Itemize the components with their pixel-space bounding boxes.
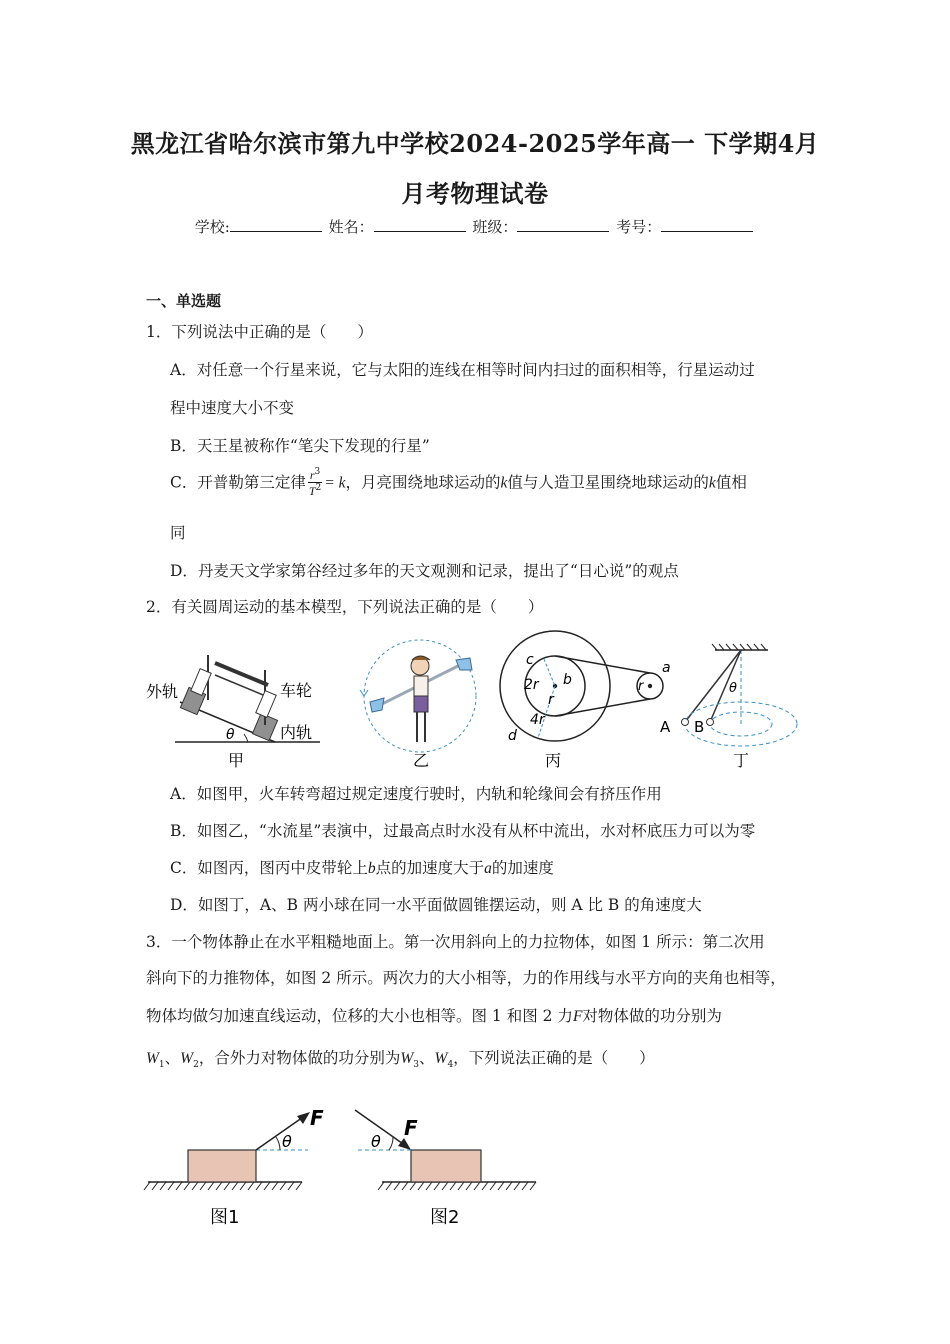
w3-sub: 3 — [413, 1060, 419, 1071]
fig2-theta: θ — [371, 1132, 381, 1151]
name-blank[interactable] — [374, 217, 466, 232]
jia-theta: θ — [226, 727, 235, 743]
q3-line3 — [146, 1007, 722, 1027]
figure-2 — [355, 1110, 536, 1228]
fig1-caption: 图1 — [210, 1207, 240, 1228]
wheel-label: 车轮 — [280, 681, 313, 700]
bing-c: c — [526, 652, 534, 668]
q2-c-a: a — [484, 860, 492, 877]
bing-4r: 4r — [530, 712, 545, 728]
school-label: 学校: — [194, 218, 230, 236]
figure-yi — [360, 640, 476, 770]
q1-c-prefix: C．开普勒第三定律 — [170, 473, 306, 492]
number-label: 考号： — [616, 218, 662, 236]
fig2-caption: 图2 — [430, 1207, 460, 1228]
outer-rail-label: 外轨 — [146, 682, 179, 701]
bing-2r: 2r — [524, 677, 539, 693]
ding-A: A — [660, 718, 671, 736]
bing-b: b — [563, 672, 572, 688]
q1-c-k1: k — [500, 474, 508, 492]
student-info-row — [0, 216, 950, 237]
fig1-F: F — [310, 1106, 324, 1130]
q2-option-a: A．如图甲，火车转弯超过规定速度行驶时，内轨和轮缘间会有挤压作用 — [170, 785, 662, 803]
name-label: 姓名： — [328, 218, 374, 236]
q1-option-c-line1 — [170, 468, 747, 499]
class-blank[interactable] — [517, 217, 609, 232]
bing-small-r: r — [638, 679, 644, 694]
q2-stem: 2．有关圆周运动的基本模型，下列说法正确的是（ ） — [146, 598, 544, 616]
bing-r: r — [548, 692, 554, 708]
frac-T-exp: 2 — [315, 483, 322, 494]
q2-option-d: D．如图丁，A、B 两小球在同一水平面做圆锥摆运动，则 A 比 B 的角速度大 — [170, 896, 702, 914]
q1-option-d: D．丹麦天文学家第谷经过多年的天文观测和记录，提出了“日心说”的观点 — [170, 562, 679, 580]
w1-sub: 1 — [158, 1060, 165, 1071]
fig1-theta: θ — [282, 1132, 292, 1151]
block-2 — [411, 1150, 481, 1182]
q3-l4-end: ，下列说法正确的是（ ） — [453, 1049, 655, 1067]
q3-figures — [140, 1095, 560, 1235]
number-blank[interactable] — [661, 217, 753, 232]
q3-line1: 3．一个物体静止在水平粗糙地面上。第一次用斜向上的力拉物体，如图 1 所示：第二次用 — [146, 933, 765, 951]
q1-c-mid2: 值与人造卫星围绕地球运动的 — [507, 473, 709, 492]
q1-option-a-line1: A．对任意一个行星来说，它与太阳的连线在相等时间内扫过的面积相等，行星运动过 — [170, 361, 755, 379]
ding-theta: θ — [729, 681, 737, 696]
q1-stem: 1．下列说法中正确的是（ ） — [146, 323, 373, 341]
q3-l3-prefix: 物体均做匀加速直线运动，位移的大小也相等。图 1 和图 2 力 — [146, 1007, 573, 1025]
q2-option-c — [170, 859, 554, 879]
q2-option-b: B．如图乙，“水流星”表演中，过最高点时水没有从杯中流出，水对杯底压力可以为零 — [170, 822, 756, 840]
q1-option-a-line2: 程中速度大小不变 — [170, 399, 295, 417]
block-1 — [188, 1150, 256, 1182]
q3-line2: 斜向下的力推物体，如图 2 所示。两次力的大小相等，力的作用线与水平方向的夹角也相等， — [146, 969, 786, 987]
w4: W — [434, 1050, 448, 1067]
q1-option-c-line2: 同 — [170, 524, 186, 542]
ding-caption: 丁 — [733, 751, 750, 770]
kepler-fraction — [308, 468, 322, 499]
q2-figures — [140, 630, 800, 780]
q2-c-b: b — [367, 860, 376, 877]
q2-c-prefix: C．如图丙，图丙中皮带轮上 — [170, 859, 368, 877]
q1-c-k2: k — [708, 474, 716, 492]
figure-ding — [660, 644, 797, 770]
exam-title-line1: 黑龙江省哈尔滨市第九中学校2024-2025学年高一 下学期4月 — [130, 129, 820, 158]
inner-rail-label: 内轨 — [280, 723, 313, 742]
exam-title-line2: 月考物理试卷 — [401, 179, 549, 208]
yi-caption: 乙 — [413, 751, 430, 770]
figure-bing — [500, 631, 671, 770]
w3: W — [400, 1050, 414, 1067]
q3-l3-end: 对物体做的功分别为 — [582, 1007, 722, 1025]
q1-c-mid: ，月亮围绕地球运动的 — [345, 473, 501, 492]
frac-T: T — [308, 484, 316, 499]
ding-B: B — [694, 718, 705, 736]
q3-line4 — [146, 1049, 655, 1071]
school-blank[interactable] — [230, 217, 322, 232]
w4-sub: 4 — [447, 1060, 454, 1071]
w2: W — [180, 1050, 194, 1067]
bing-a: a — [662, 660, 671, 676]
w-sep2: 、 — [419, 1049, 435, 1067]
fig2-F: F — [404, 1116, 418, 1140]
figure-jia — [146, 655, 320, 770]
w2-sub: 2 — [193, 1060, 199, 1071]
q1-option-b: B．天王星被称作“笔尖下发现的行星” — [170, 437, 430, 455]
w1: W — [146, 1050, 159, 1067]
class-label: 班级： — [472, 218, 518, 236]
bing-d: d — [508, 728, 517, 744]
jia-caption: 甲 — [228, 751, 245, 770]
kepler-eq: = k — [324, 474, 346, 492]
q3-l3-F: F — [572, 1008, 583, 1025]
w-sep1: 、 — [164, 1049, 181, 1067]
figure-1 — [144, 1106, 324, 1228]
q1-c-end: 值相 — [715, 473, 747, 492]
frac-r: r — [309, 468, 315, 482]
section-heading: 一、单选题 — [146, 292, 222, 310]
frac-r-exp: 3 — [314, 467, 321, 477]
q3-l4-mid: ，合外力对物体做的功分别为 — [198, 1049, 401, 1067]
q2-c-end: 的加速度 — [491, 859, 554, 877]
q2-c-mid: 点的加速度大于 — [375, 859, 485, 877]
bing-caption: 丙 — [545, 751, 562, 770]
